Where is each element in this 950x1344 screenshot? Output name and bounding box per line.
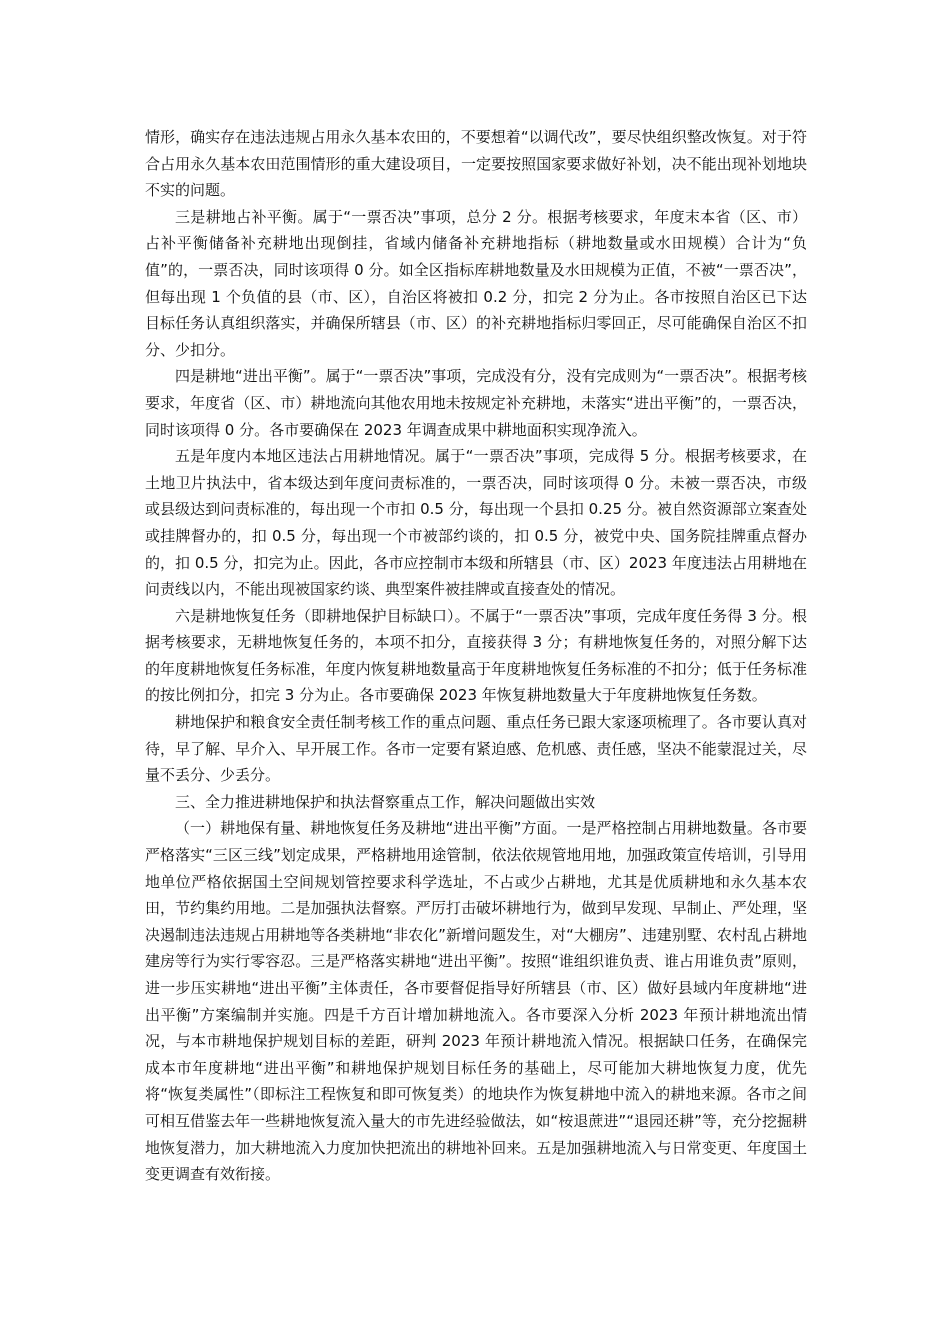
document-body xyxy=(145,124,807,1188)
paragraph-item-three: 三是耕地占补平衡。属于“一票否决”事项，总分 2 分。根据考核要求，年度末本省（区、市）占补平衡储备补充耕地出现倒挂，省域内储备补充耕地指标（耕地数量或水田规模）合计为“负值”的，一票否决，同时该项得 0 分。如全区指标库耕地数量及水田规模为正值，不被“一票否决”，但每出现 1 个负值的县（市、区），自治区将被扣 0.2 分，扣完 2 分为止。各市按照自治区已下达目标任务认真组织落实，并确保所辖县（市、区）的补充耕地指标归零回正，尽可能确保自治区不扣分、少扣分。 xyxy=(145,207,807,359)
paragraph-item-six: 六是耕地恢复任务（即耕地保护目标缺口）。不属于“一票否决”事项，完成年度任务得 3 分。根据考核要求，无耕地恢复任务的，本项不扣分，直接获得 3 分；有耕地恢复任务的，对照分解下达的年度耕地恢复任务标准，年度内恢复耕地数量高于年度耕地恢复任务标准的不扣分；低于任务标准的按比例扣分，扣完 3 分为止。各市要确保 2023 年恢复耕地数量大于年度耕地恢复任务数。 xyxy=(145,606,807,705)
paragraph-subsection-one: （一）耕地保有量、耕地恢复任务及耕地“进出平衡”方面。一是严格控制占用耕地数量。各市要严格落实“三区三线”划定成果，严格耕地用途管制，依法依规管地用地，加强政策宣传培训，引导用地单位严格依据国土空间规划管控要求科学选址，不占或少占耕地，尤其是优质耕地和永久基本农田，节约集约用地。二是加强执法督察。严厉打击破坏耕地行为，做到早发现、早制止、严处理，坚决遏制违法违规占用耕地等各类耕地“非农化”新增问题发生，对“大棚房”、违建别墅、农村乱占耕地建房等行为实行零容忍。三是严格落实耕地“进出平衡”。按照“谁组织谁负责、谁占用谁负责”原则，进一步压实耕地“进出平衡”主体责任，各市要督促指导好所辖县（市、区）做好县域内年度耕地“进出平衡”方案编制并实施。四是千方百计增加耕地流入。各市要深入分析 2023 年预计耕地流出情况，与本市耕地保护规划目标的差距，研判 2023 年预计耕地流入情况。根据缺口任务，在确保完成本市年度耕地“进出平衡”和耕地保护规划目标任务的基础上，尽可能加大耕地恢复力度，优先将“恢复类属性”（即标注工程恢复和即可恢复类）的地块作为恢复耕地中流入的耕地来源。各市之间可相互借鉴去年一些耕地恢复流入量大的市先进经验做法，如“桉退蔗进”“退园还耕”等，充分挖掘耕地恢复潜力，加大耕地流入力度加快把流出的耕地补回来。五是加强耕地流入与日常变更、年度国土变更调查有效衔接。 xyxy=(145,819,807,1184)
paragraph-item-four: 四是耕地“进出平衡”。属于“一票否决”事项，完成没有分，没有完成则为“一票否决”。根据考核要求，年度省（区、市）耕地流向其他农用地未按规定补充耕地，未落实“进出平衡”的，一票否决，同时该项得 0 分。各市要确保在 2023 年调查成果中耕地面积实现净流入。 xyxy=(145,367,807,439)
paragraph-summary: 耕地保护和粮食安全责任制考核工作的重点问题、重点任务已跟大家逐项梳理了。各市要认真对待，早了解、早介入、早开展工作。各市一定要有紧迫感、危机感、责任感，坚决不能蒙混过关，尽量不丢分、少丢分。 xyxy=(145,713,807,785)
section-heading: 三、全力推进耕地保护和执法督察重点工作，解决问题做出实效 xyxy=(175,792,596,811)
paragraph-continuation: 情形，确实存在违法违规占用永久基本农田的，不要想着“以调代改”，要尽快组织整改恢复。对于符合占用永久基本农田范围情形的重大建设项目，一定要按照国家要求做好补划，决不能出现补划地块不实的问题。 xyxy=(145,128,807,200)
paragraph-item-five: 五是年度内本地区违法占用耕地情况。属于“一票否决”事项，完成得 5 分。根据考核要求，在土地卫片执法中，省本级达到年度问责标准的，一票否决，同时该项得 0 分。未被一票否决，市级或县级达到问责标准的，每出现一个市扣 0.5 分，每出现一个县扣 0.25 分。被自然资源部立案查处或挂牌督办的，扣 0.5 分，每出现一个市被部约谈的，扣 0.5 分，被党中央、国务院挂牌重点督办的，扣 0.5 分，扣完为止。因此，各市应控制市本级和所辖县（市、区）2023 年度违法占用耕地在问责线以内，不能出现被国家约谈、典型案件被挂牌或直接查处的情况。 xyxy=(145,447,807,599)
